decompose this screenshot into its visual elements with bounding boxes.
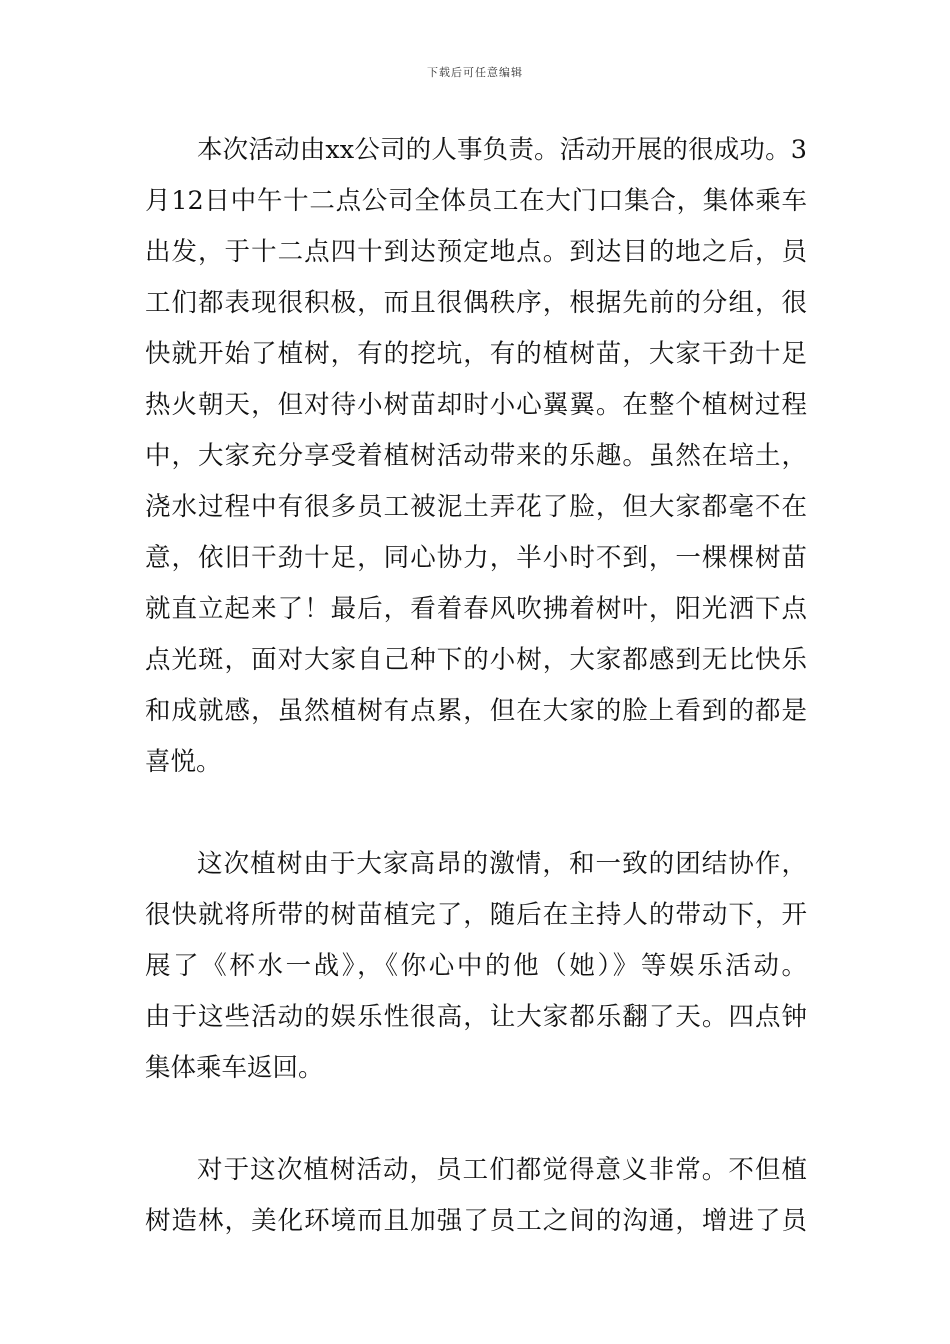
paragraph-2 xyxy=(145,839,807,1094)
text-line: 这次植树由于大家高昂的激情，和一致的团结协作， xyxy=(197,849,807,879)
text-line: 展了《杯水一战》，《你心中的他（她）》等娱乐活动。 xyxy=(145,951,807,981)
paragraph-1 xyxy=(145,125,807,788)
text-line: 工们都表现很积极，而且很偶秩序，根据先前的分组，很 xyxy=(145,288,807,318)
text-line: 月12日中午十二点公司全体员工在大门口集合，集体乘车 xyxy=(145,186,807,216)
paragraph-spacer xyxy=(145,1094,807,1145)
text-line: 很快就将所带的树苗植完了，随后在主持人的带动下，开 xyxy=(145,900,807,930)
text-line: 意，依旧干劲十足，同心协力，半小时不到，一棵棵树苗 xyxy=(145,543,807,573)
text-line: 对于这次植树活动，员工们都觉得意义非常。不但植 xyxy=(197,1155,807,1185)
text-line: 就直立起来了！最后，看着春风吹拂着树叶，阳光洒下点 xyxy=(145,594,807,624)
text-line: 和成就感，虽然植树有点累，但在大家的脸上看到的都是 xyxy=(145,696,807,726)
document-body xyxy=(145,125,807,1247)
paragraph-spacer xyxy=(145,788,807,839)
text-line: 树造林，美化环境而且加强了员工之间的沟通，增进了员 xyxy=(145,1206,807,1236)
text-line: 本次活动由xx公司的人事负责。活动开展的很成功。3 xyxy=(197,135,807,165)
text-line: 热火朝天，但对待小树苗却时小心翼翼。在整个植树过程 xyxy=(145,390,807,420)
text-line: 快就开始了植树，有的挖坑，有的植树苗，大家干劲十足 xyxy=(145,339,807,369)
text-line: 喜悦。 xyxy=(145,747,222,777)
text-line: 由于这些活动的娱乐性很高，让大家都乐翻了天。四点钟 xyxy=(145,1002,807,1032)
header-note: 下载后可任意编辑 xyxy=(427,66,523,79)
text-line: 浇水过程中有很多员工被泥土弄花了脸，但大家都毫不在 xyxy=(145,492,807,522)
text-line: 集体乘车返回。 xyxy=(145,1053,324,1083)
text-line: 点光斑，面对大家自己种下的小树，大家都感到无比快乐 xyxy=(145,645,807,675)
text-line: 中，大家充分享受着植树活动带来的乐趣。虽然在培土， xyxy=(145,441,807,471)
text-line: 出发，于十二点四十到达预定地点。到达目的地之后，员 xyxy=(145,237,807,267)
paragraph-3 xyxy=(145,1145,807,1247)
